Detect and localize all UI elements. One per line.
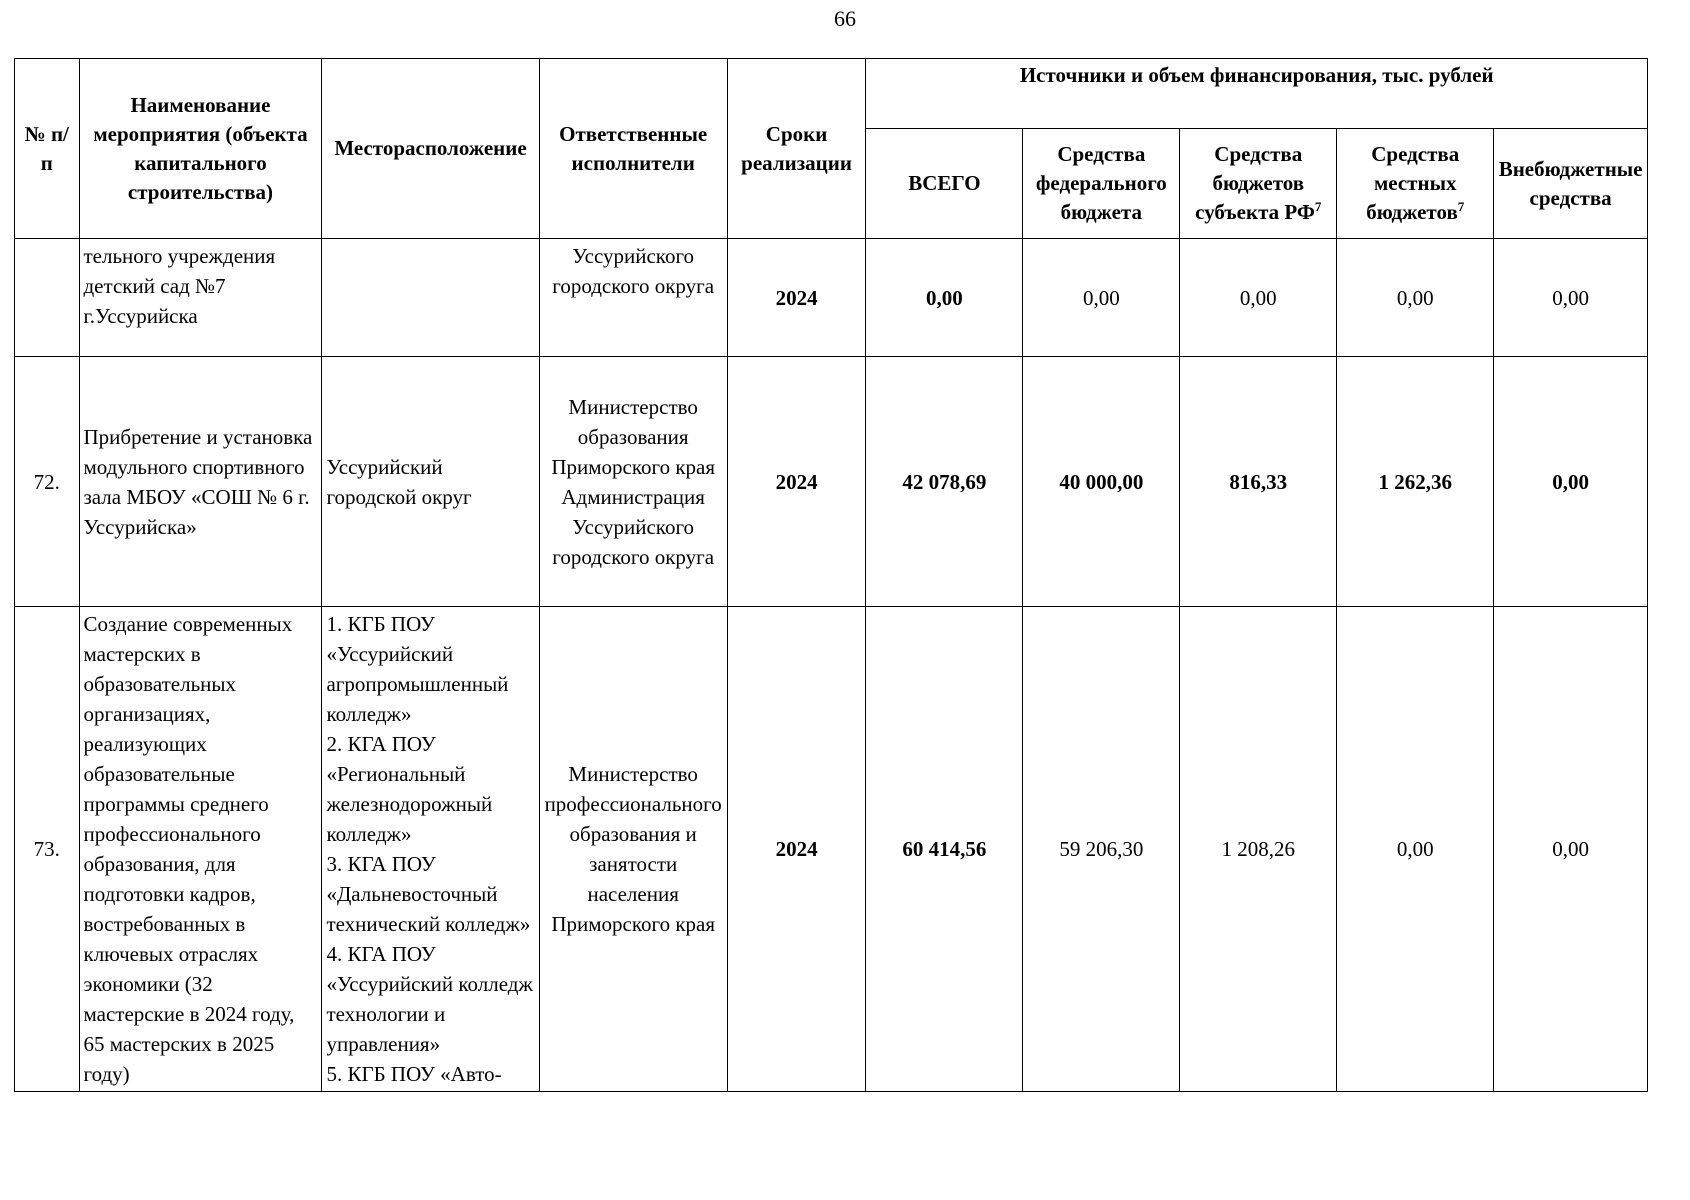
row-name: Прибретение и установка модульного спортивного зала МБОУ «СОШ № 6 г. Уссурийска» [79, 357, 322, 607]
header-local-label: Средства местных бюджетов [1366, 142, 1460, 224]
header-name: Наименование мероприятия (объекта капитального строительства) [79, 59, 322, 239]
header-local-footnote: 7 [1457, 199, 1465, 214]
header-location: Месторасположение [322, 59, 539, 239]
row-total: 42 078,69 [866, 357, 1023, 607]
row-responsible: Министерство профессионального образования и занятости населения Приморского края [539, 607, 727, 1092]
row-federal: 59 206,30 [1023, 607, 1180, 1092]
header-local [1337, 129, 1494, 239]
row-local: 0,00 [1337, 239, 1494, 357]
row-period: 2024 [727, 607, 866, 1092]
header-responsible: Ответственные исполнители [539, 59, 727, 239]
table-header [15, 59, 1648, 239]
row-local: 1 262,36 [1337, 357, 1494, 607]
row-num: 73. [15, 607, 80, 1092]
row-responsible: Уссурийского городского округа [539, 239, 727, 357]
header-extrabudget: Внебюджетные средства [1494, 129, 1648, 239]
row-location: Уссурийский городской округ [322, 357, 539, 607]
row-num [15, 239, 80, 357]
location-item: 1. КГБ ПОУ «Уссурийский агропромышленный колледж» [326, 612, 509, 726]
header-num: № п/п [15, 59, 80, 239]
row-extrabudget: 0,00 [1494, 607, 1648, 1092]
row-total: 60 414,56 [866, 607, 1023, 1092]
location-item: 2. КГА ПОУ «Региональный железнодорожный колледж» [326, 732, 493, 846]
page-number: 66 [834, 6, 856, 31]
row-location [322, 239, 539, 357]
row-total: 0,00 [866, 239, 1023, 357]
header-regional [1180, 129, 1337, 239]
row-name: тельного учреждения детский сад №7 г.Уссурийска [79, 239, 322, 357]
row-location-list [322, 607, 539, 1092]
header-regional-footnote: 7 [1314, 199, 1322, 214]
row-period: 2024 [727, 357, 866, 607]
location-item: 4. КГА ПОУ «Уссурийский колледж технологии и управления» [326, 942, 533, 1056]
header-total: ВСЕГО [866, 129, 1023, 239]
row-num: 72. [15, 357, 80, 607]
row-regional: 1 208,26 [1180, 607, 1337, 1092]
header-period: Сроки реализации [727, 59, 866, 239]
row-regional: 0,00 [1180, 239, 1337, 357]
header-federal: Средства федерального бюджета [1023, 129, 1180, 239]
row-extrabudget: 0,00 [1494, 357, 1648, 607]
row-local: 0,00 [1337, 607, 1494, 1092]
row-extrabudget: 0,00 [1494, 239, 1648, 357]
financing-table [14, 58, 1648, 1092]
header-financing-group: Источники и объем финансирования, тыс. рублей [866, 59, 1648, 129]
location-item: 3. КГА ПОУ «Дальневосточный технический колледж» [326, 852, 531, 936]
table-row [15, 607, 1648, 1092]
table-row [15, 239, 1648, 357]
row-responsible: Министерство образования Приморского края Администрация Уссурийского городского округа [539, 357, 727, 607]
row-federal: 0,00 [1023, 239, 1180, 357]
row-name: Создание современных мастерских в образовательных организациях, реализующих образовательные программы среднего профессионального образования, для подготовки кадров, востребованных в ключевых отраслях экономики (32 мастерские в 2024 году, 65 мастерских в 2025 году) [79, 607, 322, 1092]
table-row [15, 357, 1648, 607]
location-item: 5. КГБ ПОУ «Авто- [326, 1062, 502, 1086]
row-regional: 816,33 [1180, 357, 1337, 607]
header-regional-label: Средства бюджетов субъекта РФ [1195, 142, 1315, 224]
row-federal: 40 000,00 [1023, 357, 1180, 607]
row-period: 2024 [727, 239, 866, 357]
